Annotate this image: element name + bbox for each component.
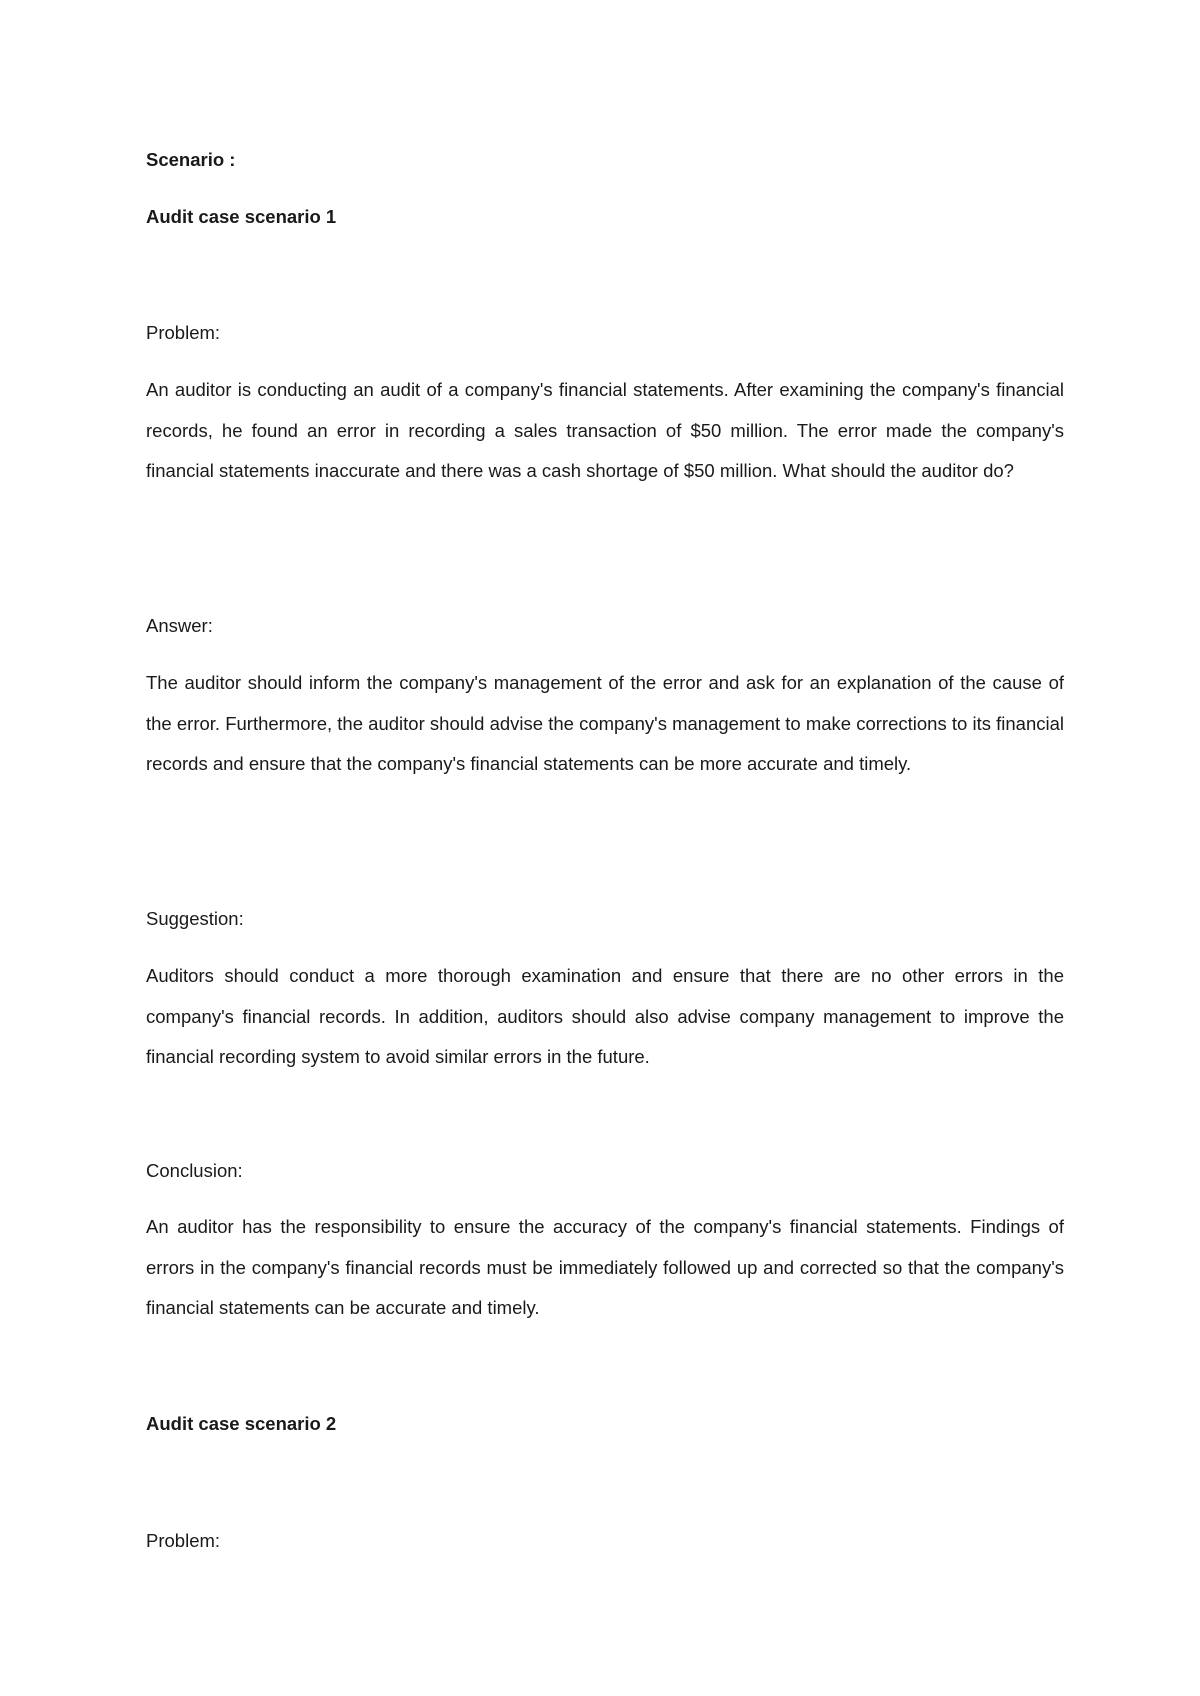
case1-conclusion-text: An auditor has the responsibility to ensure the accuracy of the company's financial statements. Findings of errors in the company's financial records must be immediately followed up and corrected so that the company's financial statements can be accurate and timely. bbox=[146, 1216, 1064, 1319]
scenario-label: Scenario : bbox=[146, 149, 236, 170]
case1-conclusion-heading: Conclusion: bbox=[146, 1160, 243, 1181]
case2-problem-heading: Problem: bbox=[146, 1530, 221, 1551]
case1-problem-text: An auditor is conducting an audit of a company's financial statements. After examining the company's financial records, he found an error in recording a sales transaction of $50 million. The error made the company's financial statements inaccurate and there was a cash shortage of $50 million. What should the auditor do? bbox=[146, 379, 1064, 482]
case1-suggestion-heading: Suggestion: bbox=[146, 908, 244, 929]
case1-title: Audit case scenario 1 bbox=[146, 206, 337, 227]
case1-suggestion-text: Auditors should conduct a more thorough examination and ensure that there are no other errors in the company's financial records. In addition, auditors should also advise company management to improve the financial recording system to avoid similar errors in the future. bbox=[146, 965, 1064, 1068]
case1-answer-text: The auditor should inform the company's management of the error and ask for an explanation of the cause of the error. Furthermore, the auditor should advise the company's management to make corrections to its financial records and ensure that the company's financial statements can be more accurate and timely. bbox=[146, 672, 1064, 775]
case2-title: Audit case scenario 2 bbox=[146, 1413, 337, 1434]
case1-problem-heading: Problem: bbox=[146, 322, 221, 343]
case1-answer-heading: Answer: bbox=[146, 615, 213, 636]
